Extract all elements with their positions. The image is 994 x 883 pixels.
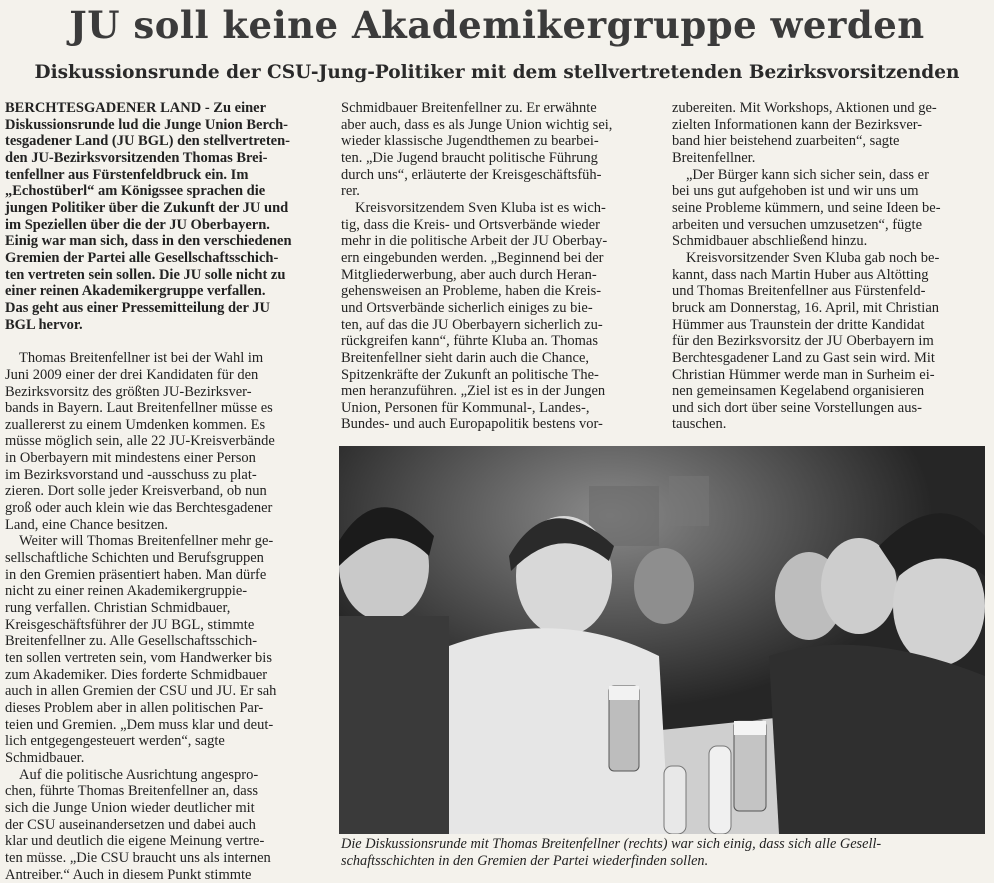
group-photo-illustration: [339, 446, 985, 834]
lead-paragraph: BERCHTESGADENER LAND - Zu einer Diskussionsrunde lud die Junge Union Berch- tesgadener Land (JU BGL) den stellvertreten- den JU-Bezirksvorsitzenden Thomas Brei- tenfellner aus Fürstenfeldbruck ein. Im „Echostüberl“ am Königssee sprachen die jungen Politiker über die Zukunft der JU und im Speziellen über die der JU Oberbayern. Einig war man sich, dass in den verschiedenen Gremien der Partei alle Gesellschaftsschich- ten vertreten sein sollen. Die JU solle nicht zu einer reinen Akademikergruppe verfallen. Das geht aus einer Pressemitteilung der JU BGL hervor.: [5, 100, 292, 333]
article-column-1: [5, 100, 330, 883]
article-column-2: [341, 100, 663, 433]
article-column-3: [672, 100, 987, 433]
body-paragraph: „Der Bürger kann sich sicher sein, dass er bei uns gut aufgehoben ist und wir uns um seine Probleme kümmern, und seine Ideen be- arbeiten und versuchen umzusetzen“, fügte Schmidbauer abschließend hinzu.: [672, 166, 941, 250]
photo-caption: Die Diskussionsrunde mit Thomas Breitenfellner (rechts) war sich einig, dass sich alle Gesell- schaftsschichten in den Gremien der Partei wiederfinden sollen.: [341, 836, 882, 869]
body-paragraph: Thomas Breitenfellner ist bei der Wahl im Juni 2009 einer der drei Kandidaten für den Bezirksvorsitz des größten JU-Bezirksver- bands in Bayern. Laut Breitenfellner müsse es zuallererst zu einem Umdenken kommen. Es müsse möglich sein, alle 22 JU-Kreisverbände in Oberbayern mit mindestens einer Person im Bezirksvorstand und -ausschuss zu plat- zieren. Dort solle jeder Kreisverband, ob nun groß oder auch klein wie das Berchtesgadener Land, eine Chance besitzen.: [5, 350, 275, 533]
body-paragraph: Weiter will Thomas Breitenfellner mehr ge- sellschaftliche Schichten und Berufsgruppen in den Gremien präsentiert haben. Man dürfe nicht zu einer reinen Akademikergruppie- rung verfallen. Christian Schmidbauer, Kreisgeschäftsführer der JU BGL, stimmte Breitenfellner zu. Alle Gesellschaftsschich- ten sollen vertreten sein, vom Handwerker bis zum Akademiker. Dies forderte Schmidbauer auch in allen Gremien der CSU und JU. Er sah dieses Problem aber in allen politischen Par- teien und Gremien. „Dem muss klar und deut- lich entgegengesteuert werden“, sagte Schmidbauer.: [5, 533, 277, 766]
headline: JU soll keine Akademikergruppe werden: [69, 3, 925, 47]
article-photo: [339, 446, 985, 834]
body-paragraph: Kreisvorsitzendem Sven Kluba ist es wich- tig, dass die Kreis- und Ortsverbände wieder mehr in die politische Arbeit der JU Oberbay- ern eingebunden werden. „Beginnend bei der Mitgliederwerbung, aber auch durch Heran- gehensweisen an Probleme, haben die Kreis- und Ortsverbände sicherlich einiges zu bie- ten, auf das die JU Oberbayern sicherlich zu- rückgreifen kann“, führte Kluba an. Thomas Breitenfellner sieht darin auch die Chance, Spitzenkräfte der Zukunft an politische The- men heranzuführen. „Ziel ist es in der Jungen Union, Personen für Kommunal-, Landes-, Bundes- und auch Europapolitik bestens vor-: [341, 199, 608, 433]
body-paragraph: Auf die politische Ausrichtung angespro- chen, führte Thomas Breitenfellner an, dass sich die Junge Union wieder deutlicher mit der CSU auseinandersetzen und dabei auch klar und deutlich die eigene Meinung vertre- ten müsse. „Die CSU braucht uns als internen Antreiber.“ Auch in diesem Punkt stimmte: [5, 766, 271, 883]
subheadline: Diskussionsrunde der CSU-Jung-Politiker mit dem stellvertretenden Bezirksvorsitzenden: [34, 62, 960, 83]
body-paragraph: Kreisvorsitzender Sven Kluba gab noch be- kannt, dass nach Martin Huber aus Altötting und Thomas Breitenfellner aus Fürstenfeld- bruck am Donnerstag, 16. April, mit Christian Hümmer aus Traunstein der dritte Kandidat für den Bezirksvorsitz der JU Oberbayern im Berchtesgadener Land zu Gast sein wird. Mit Christian Hümmer werde man in Surheim ei- nen gemeinsamen Kegelabend organisieren und sich dort über seine Vorstellungen aus- tauschen.: [672, 249, 940, 433]
body-paragraph: Schmidbauer Breitenfellner zu. Er erwähnte aber auch, dass es als Junge Union wichtig sei, wieder klassische Jugendthemen zu bearbei- ten. „Die Jugend braucht politische Führung durch uns“, erläuterte der Kreisgeschäftsfüh- rer.: [341, 100, 613, 200]
body-paragraph: zubereiten. Mit Workshops, Aktionen und ge- zielten Informationen kann der Bezirksver- band hier beistehend zuarbeiten“, sagte Breitenfellner.: [672, 100, 937, 166]
